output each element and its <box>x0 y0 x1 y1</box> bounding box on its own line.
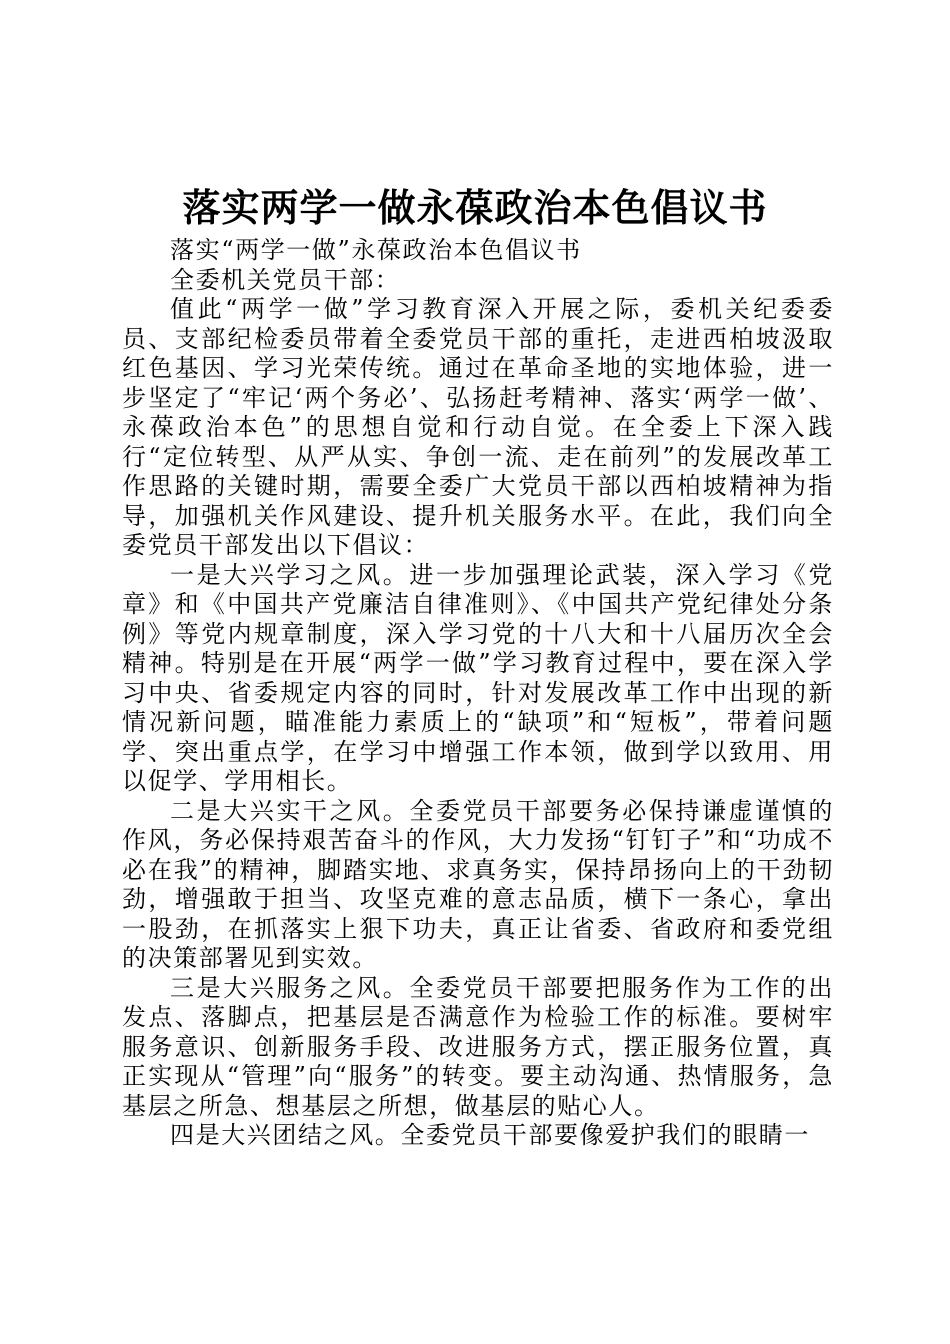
document-body <box>122 236 834 1151</box>
document-title: 落实两学一做永葆政治本色倡议书 <box>182 185 768 230</box>
salutation-line: 全委机关党员干部： <box>170 265 401 294</box>
subtitle-line: 落实“两学一做”永葆政治本色倡议书 <box>170 236 582 264</box>
paragraph-practice: 二是大兴实干之风。全委党员干部要务必保持谦虚谨慎的作风，务必保持艰苦奋斗的作风，大力发扬“钉钉子”和“功成不必在我”的精神，脚踏实地、求真务实，保持昂扬向上的干劲韧劲，增强敢于担当、攻坚克难的意志品质，横下一条心，拿出一股劲，在抓落实上狠下功夫，真正让省委、省政府和委党组的决策部署见到实效。 <box>122 796 834 972</box>
paragraph-intro: 值此“两学一做”学习教育深入开展之际，委机关纪委委员、支部纪检委员带着全委党员干部的重托，走进西柏坡汲取红色基因、学习光荣传统。通过在革命圣地的实地体验，进一步坚定了“牢记‘两个务必’、弘扬赶考精神、落实‘两学一做’、永葆政治本色”的思想自觉和行动自觉。在全委上下深入践行“定位转型、从严从实、争创一流、走在前列”的发展改革工作思路的关键时期，需要全委广大党员干部以西柏坡精神为指导，加强机关作风建设、提升机关服务水平。在此，我们向全委党员干部发出以下倡议： <box>122 295 834 559</box>
paragraph-service: 三是大兴服务之风。全委党员干部要把服务作为工作的出发点、落脚点，把基层是否满意作为检验工作的标准。要树牢服务意识、创新服务手段、改进服务方式，摆正服务位置，真正实现从“管理”向“服务”的转变。要主动沟通、热情服务，急基层之所急、想基层之所想，做基层的贴心人。 <box>122 973 834 1120</box>
paragraph-unity: 四是大兴团结之风。全委党员干部要像爱护我们的眼睛一 <box>170 1121 810 1149</box>
paragraph-study: 一是大兴学习之风。进一步加强理论武装，深入学习《党章》和《中国共产党廉洁自律准则》、《中国共产党纪律处分条例》等党内规章制度，深入学习党的十八大和十八届历次全会精神。特别是在开展“两学一做”学习教育过程中，要在深入学习中央、省委规定内容的同时，针对发展改革工作中出现的新情况新问题，瞄准能力素质上的“缺项”和“短板”，带着问题学、突出重点学，在学习中增强工作本领，做到学以致用、用以促学、学用相长。 <box>122 560 834 795</box>
